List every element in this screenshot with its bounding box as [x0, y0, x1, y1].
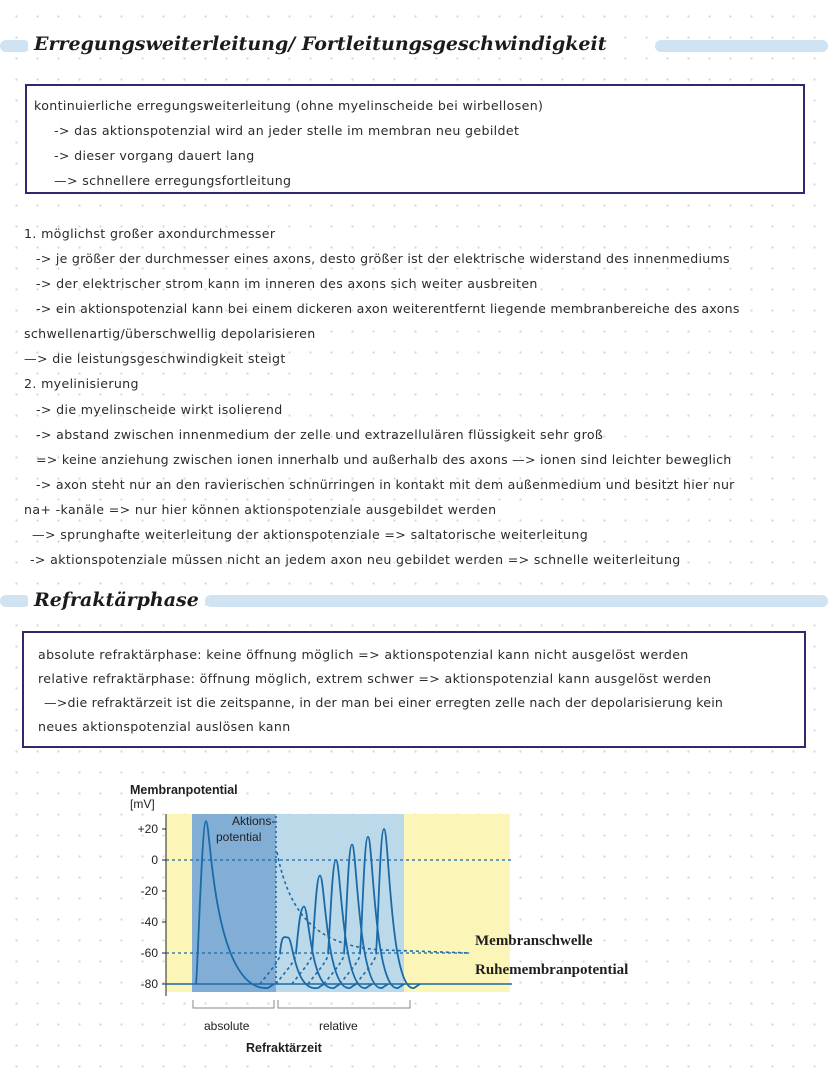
text-line: -> ein aktionspotenzial kann bei einem dickeren axon weiterentfernt liegende membranbereiche des axons [36, 301, 740, 316]
text-line: na+ -kanäle => nur hier können aktionspotenziale ausgebildet werden [24, 502, 497, 517]
text-line: schwellenartig/überschwellig depolarisieren [24, 326, 316, 341]
refractory-chart-svg [120, 772, 680, 1064]
text-line: -> abstand zwischen innenmedium der zelle und extrazellulären flüssigkeit sehr groß [36, 427, 604, 442]
ap-label-line1: Aktions- [232, 814, 276, 828]
heading-band-right [205, 595, 828, 607]
heading-band-left [0, 595, 30, 607]
y-tick-label: -40 [140, 915, 158, 929]
section-title-refraktaerphase: Refraktärphase [28, 589, 205, 611]
relative-bracket [278, 1000, 410, 1008]
absolute-bracket [193, 1000, 274, 1008]
heading-band-right [655, 40, 828, 52]
y-tick-label: 0 [151, 853, 158, 867]
relative-label: relative [319, 1019, 358, 1033]
text-line: => keine anziehung zwischen ionen innerhalb und außerhalb des axons —> ionen sind leichter beweglich [36, 452, 732, 467]
threshold-annotation: Membranschwelle [475, 933, 593, 949]
text-line: 2. myelinisierung [24, 376, 139, 391]
text-line: -> der elektrischer strom kann im inneren des axons sich weiter ausbreiten [36, 276, 538, 291]
text-line: 1. möglichst großer axondurchmesser [24, 226, 276, 241]
ap-label-line2: potential [216, 830, 262, 844]
box1-line-1: kontinuierliche erregungsweiterleitung (ohne myelinscheide bei wirbellosen) [34, 98, 544, 113]
y-axis-unit: [mV] [130, 797, 155, 811]
definition-box-refraktaerphase [22, 631, 806, 748]
text-line: —> sprunghafte weiterleitung der aktionspotenziale => saltatorische weiterleitung [32, 527, 589, 542]
box2-line-2: relative refraktärphase: öffnung möglich, extrem schwer => aktionspotenzial kann ausgelöst werden [38, 671, 712, 686]
box1-line-2: -> das aktionspotenzial wird an jeder stelle im membran neu gebildet [54, 123, 520, 138]
box1-line-4: —> schnellere erregungsfortleitung [54, 173, 292, 188]
box2-line-4: neues aktionspotenzial auslösen kann [38, 719, 291, 734]
section-title-erregungsweiterleitung: Erregungsweiterleitung/ Fortleitungsgeschwindigkeit [28, 33, 613, 55]
definition-box-kontinuierlich [25, 84, 805, 194]
text-line: -> je größer der durchmesser eines axons, desto größer ist der elektrische widerstand des innenmediums [36, 251, 730, 266]
y-tick-label: +20 [137, 822, 158, 836]
box2-line-1: absolute refraktärphase: keine öffnung möglich => aktionspotenzial kann nicht ausgelöst werden [38, 647, 689, 662]
box1-line-3: -> dieser vorgang dauert lang [54, 148, 255, 163]
refraktaerzeit-caption: Refraktärzeit [246, 1041, 322, 1055]
text-line: —> die leistungsgeschwindigkeit steigt [24, 351, 286, 366]
text-line: -> aktionspotenziale müssen nicht an jedem axon neu gebildet werden => schnelle weiterleitung [30, 552, 681, 567]
yellow-zone-left [166, 814, 192, 992]
chart-title: Membranpotential [130, 783, 238, 797]
y-tick-label: -20 [140, 884, 158, 898]
refractory-chart [120, 772, 680, 1064]
text-line: -> die myelinscheide wirkt isolierend [36, 402, 283, 417]
box2-line-3: —>die refraktärzeit ist die zeitspanne, in der man bei einer erregten zelle nach der depolarisierung kein [44, 695, 724, 710]
y-tick-label: -80 [140, 977, 158, 991]
absolute-label: absolute [204, 1019, 250, 1033]
text-line: -> axon steht nur an den ravierischen schnürringen in kontakt mit dem außenmedium und besitzt hier nur [36, 477, 735, 492]
y-tick-label: -60 [140, 946, 158, 960]
heading-band-left [0, 40, 30, 52]
resting-annotation: Ruhemembranpotential [475, 962, 629, 978]
